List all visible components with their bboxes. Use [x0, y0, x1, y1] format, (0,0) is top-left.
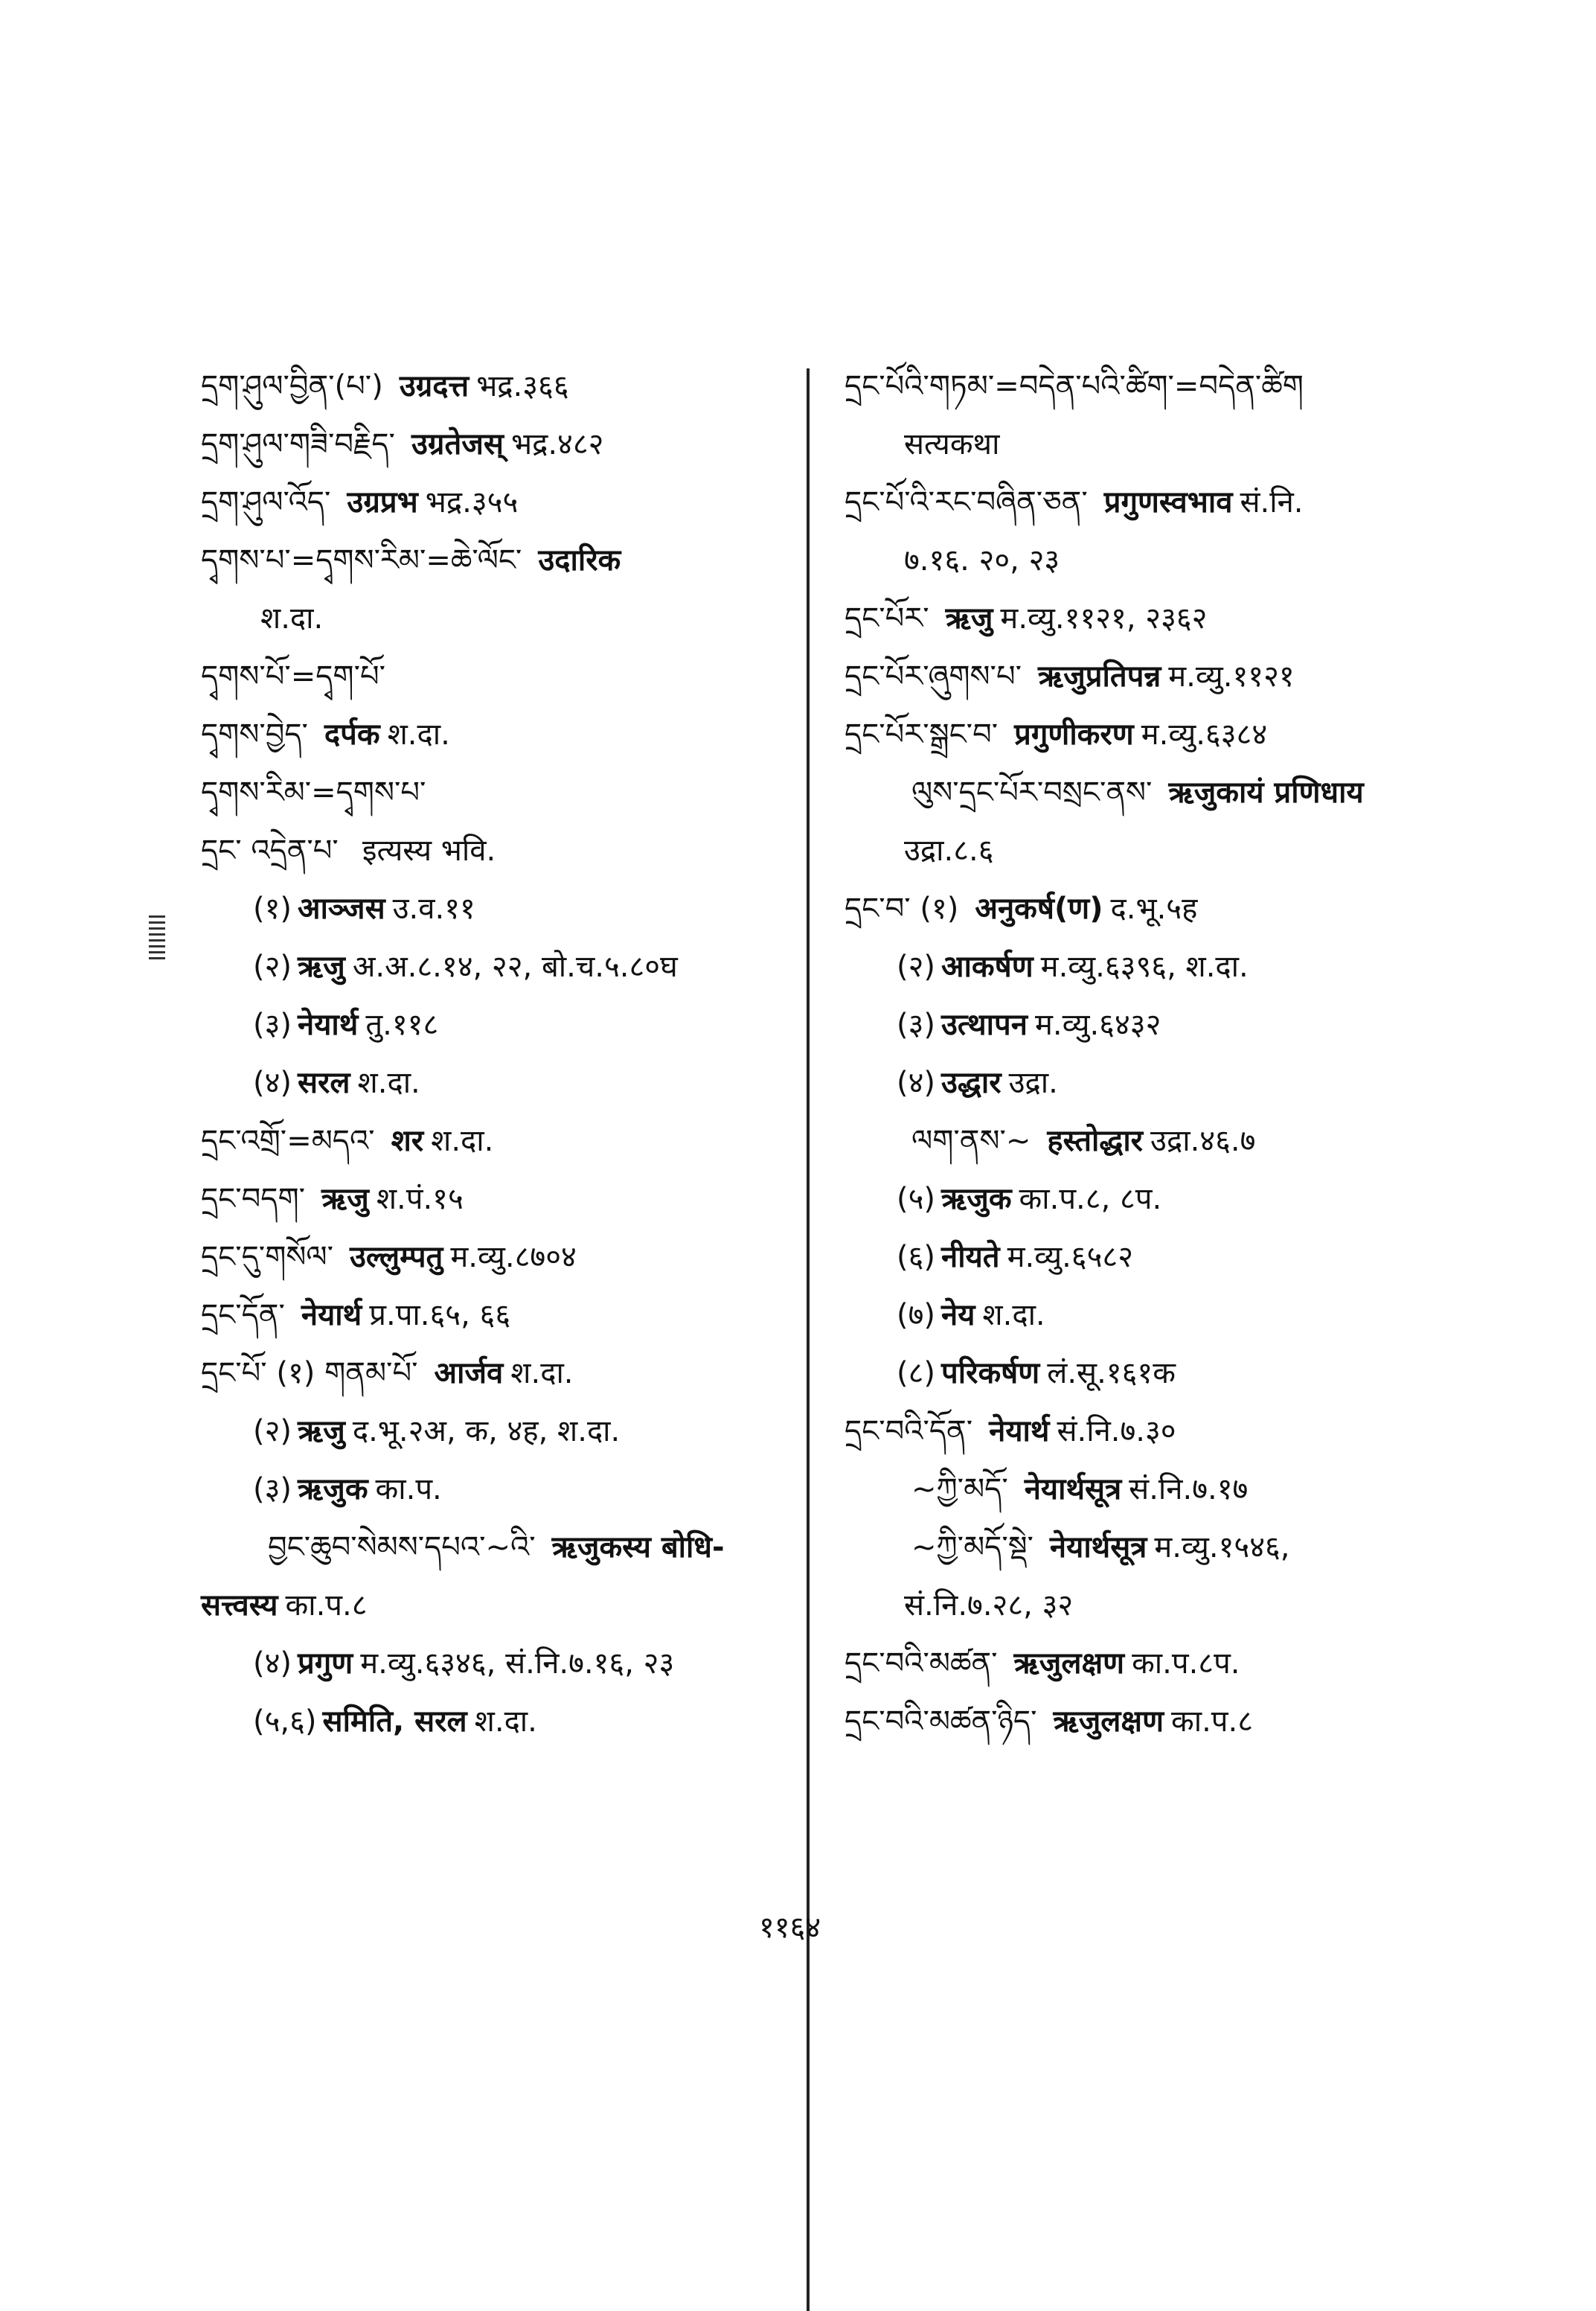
dictionary-entry [845, 1518, 1455, 1576]
entry-continuation: श.दा. [260, 601, 324, 636]
sanskrit-equivalent: ऋजु [321, 1182, 369, 1216]
page-number: ११६४ [759, 1911, 821, 1945]
entry-continuation: उद्रा.८.६ [904, 834, 994, 868]
entry-reference: उद्रा.४६.७ [1150, 1124, 1256, 1158]
dictionary-entry [201, 880, 796, 938]
dictionary-entry [201, 1344, 796, 1402]
margin-mark [149, 915, 165, 960]
dictionary-entry [845, 1460, 1455, 1518]
dictionary-entry [845, 880, 1455, 938]
dictionary-entry [201, 1170, 796, 1228]
tibetan-headword: དྲང་པོར་སྒྲང་བ་ [845, 717, 999, 752]
sense-number: (८) [897, 1356, 936, 1390]
dictionary-entry [201, 1112, 796, 1170]
sanskrit-equivalent: प्रगुणस्वभाव [1103, 485, 1233, 520]
tibetan-headword: དྲང་དོན་ [201, 1298, 285, 1332]
entry-reference: भद्र.३५५ [425, 485, 519, 520]
dictionary-entry [201, 706, 796, 764]
dictionary-entry [201, 1054, 796, 1112]
sanskrit-equivalent: नेयार्थसूत्र [1024, 1472, 1122, 1506]
dictionary-entry [845, 1344, 1455, 1402]
entry-reference: श.पं.१५ [376, 1182, 464, 1216]
dictionary-entry [845, 1634, 1455, 1693]
dictionary-entry [845, 1576, 1455, 1634]
sanskrit-equivalent: समिति, सरल [322, 1704, 467, 1739]
entry-reference: द.भू.२अ, क, ४ह, श.दा. [352, 1414, 621, 1448]
entry-reference: श.दा. [474, 1704, 537, 1739]
sanskrit-equivalent: ऋजुक [298, 1472, 368, 1506]
sense-number: (३) [253, 1472, 292, 1506]
dictionary-entry [201, 531, 796, 589]
tibetan-headword: དྲག་ཤུལ་འོད་ [201, 485, 331, 520]
entry-continuation: सत्त्वस्य [201, 1588, 278, 1623]
tibetan-phrase: ~ཀྱི་མདོ་ [911, 1472, 1008, 1506]
right-column [845, 357, 1455, 1751]
tibetan-headword: དྲང་བའི་དོན་ [845, 1414, 973, 1448]
entry-reference: द.भू.५ह [1110, 892, 1198, 926]
tibetan-headword: དྲང་འགྲོ་=མདའ་ [201, 1124, 375, 1158]
entry-reference: का.प.८प. [1132, 1646, 1240, 1681]
dictionary-entry [201, 1518, 796, 1576]
sanskrit-equivalent: ऋजुक [941, 1182, 1012, 1216]
sanskrit-equivalent: ऋजु [298, 950, 345, 984]
tibetan-headword: དྲང་པོའི་གཏམ་=བདེན་པའི་ཚིག་=བདེན་ཚིག [845, 369, 1304, 403]
sense-number: (५,६) [253, 1704, 317, 1739]
entry-reference: अ.अ.८.१४, २२, बो.च.५.८०घ [352, 950, 678, 984]
dictionary-entry [201, 1402, 796, 1460]
sanskrit-equivalent: ऋजुलक्षण [1053, 1704, 1164, 1739]
sanskrit-equivalent: आर्जव [434, 1356, 504, 1390]
dictionary-entry [201, 764, 796, 822]
dictionary-entry [845, 531, 1455, 589]
tibetan-headword: དྲང་ འདྲེན་པ་ [201, 834, 339, 868]
sanskrit-equivalent: ऋजुलक्षण [1013, 1646, 1125, 1681]
tibetan-headword: དྭགས་པོ་=དྭག་པོ་ [201, 659, 386, 694]
entry-reference: लं.सू.१६१क [1047, 1356, 1176, 1390]
entry-reference: तु.११८ [365, 1008, 439, 1042]
sanskrit-equivalent: उग्रप्रभ [347, 485, 418, 520]
sanskrit-equivalent: दर्पक [324, 717, 380, 752]
sanskrit-equivalent: सरल [298, 1066, 350, 1100]
sanskrit-equivalent: नेय [941, 1298, 975, 1332]
entry-reference: म.व्यु.६५८२ [1007, 1240, 1134, 1274]
entry-reference: श.दा. [510, 1356, 574, 1390]
tibetan-headword: དྭགས་རིམ་=དྭགས་པ་ [201, 776, 426, 810]
dictionary-entry [201, 1228, 796, 1286]
sense-number: (२) [253, 950, 292, 984]
tibetan-headword: དྲང་པོ་ (१) གནམ་པོ་ [201, 1356, 418, 1390]
tibetan-headword: དྲང་པོ་འི་རང་བཞིན་ཅན་ [845, 485, 1088, 520]
entry-reference: का.प. [375, 1472, 442, 1506]
entry-reference: श.दा. [357, 1066, 420, 1100]
entry-reference: म.व्यु.६४३२ [1034, 1008, 1161, 1042]
dictionary-entry [201, 1460, 796, 1518]
sanskrit-equivalent: उल्लुम्पतु [350, 1240, 443, 1274]
dictionary-entry [201, 648, 796, 706]
entry-reference: भद्र.४८२ [510, 427, 604, 461]
sanskrit-equivalent: प्रगुण [298, 1646, 353, 1681]
dictionary-entry [845, 764, 1455, 822]
dictionary-entry [201, 415, 796, 473]
entry-reference: उ.व.११ [392, 892, 475, 926]
sanskrit-equivalent: नेयार्थ [298, 1008, 359, 1042]
entry-reference: म.व्यु.८७०४ [450, 1240, 577, 1274]
entry-reference: म.व्यु.६३८४ [1141, 717, 1268, 752]
entry-continuation: सत्यकथा [904, 427, 1000, 461]
entry-reference: का.प.८, ८प. [1019, 1182, 1162, 1216]
dictionary-entry [845, 1054, 1455, 1112]
sanskrit-equivalent: शर [391, 1124, 424, 1158]
entry-continuation: सं.नि.७.२८, ३२ [904, 1588, 1074, 1623]
sanskrit-equivalent: उद्धार [941, 1066, 1001, 1100]
dictionary-entry [201, 1693, 796, 1751]
sense-number: (७) [897, 1298, 936, 1332]
tibetan-headword: དྲང་པོར་ཞུགས་པ་ [845, 659, 1022, 694]
tibetan-phrase: ལུས་དྲང་པོར་བསྲང་ནས་ [911, 776, 1153, 810]
dictionary-entry [201, 589, 796, 648]
sanskrit-equivalent: नेयार्थ [989, 1414, 1050, 1448]
entry-reference: भद्र.३६६ [476, 369, 569, 403]
entry-reference: श.दा. [431, 1124, 494, 1158]
tibetan-headword: དྲང་བདག་ [201, 1182, 305, 1216]
entry-continuation: ७.१६. २०, २३ [904, 543, 1060, 578]
dictionary-entry [845, 473, 1455, 531]
tibetan-headword: དྭགས་པ་=དྭགས་རིམ་=ཆེ་ལོང་ [201, 543, 522, 578]
sense-number: (४) [253, 1066, 292, 1100]
dictionary-entry [845, 415, 1455, 473]
entry-reference: म.व्यु.११२१, २३६२ [1000, 601, 1208, 636]
sanskrit-equivalent: उग्रदत्त [399, 369, 469, 403]
entry-reference: सं.नि. [1240, 485, 1304, 520]
tibetan-headword: དྲག་ཤུལ་བྱིན་(པ་) [201, 369, 383, 403]
entry-reference: सं.नि.७.१७ [1129, 1472, 1249, 1506]
sense-number: (३) [897, 1008, 936, 1042]
entry-reference: म.व्यु.६३४६, सं.नि.७.१६, २३ [360, 1646, 675, 1681]
dictionary-entry [845, 996, 1455, 1054]
dictionary-entry [845, 1286, 1455, 1344]
sanskrit-equivalent: उदारिक [538, 543, 621, 578]
sanskrit-equivalent: अनुकर्ष(ण) [975, 892, 1103, 926]
tibetan-headword: དྲང་བ་ (१) [845, 892, 959, 926]
entry-reference: का.प.८ [1171, 1704, 1254, 1739]
sense-number: (६) [897, 1240, 936, 1274]
left-column [201, 357, 796, 1751]
sanskrit-equivalent: नीयते [941, 1240, 1000, 1274]
sanskrit-equivalent: ऋजु [945, 601, 993, 636]
sanskrit-equivalent: आञ्जस [298, 892, 385, 926]
entry-reference: श.दा. [387, 717, 450, 752]
dictionary-entry [201, 1576, 796, 1634]
entry-reference: प्र.पा.६५, ६६ [369, 1298, 511, 1332]
dictionary-entry [845, 1402, 1455, 1460]
sense-number: (१) [253, 892, 292, 926]
dictionary-entry [845, 357, 1455, 415]
sanskrit-equivalent: ऋजु [298, 1414, 345, 1448]
sanskrit-equivalent: उग्रतेजस् [411, 427, 504, 461]
dictionary-entry [201, 996, 796, 1054]
dictionary-entry [845, 589, 1455, 648]
entry-reference: म.व्यु.१५४६, [1154, 1530, 1290, 1564]
sanskrit-equivalent: नेयार्थ [301, 1298, 362, 1332]
tibetan-headword: དྲང་པོར་ [845, 601, 929, 636]
entry-reference: सं.नि.७.३० [1057, 1414, 1176, 1448]
sense-number: (४) [253, 1646, 292, 1681]
tibetan-headword: དྲང་བའི་མཚན་ [845, 1646, 998, 1681]
dictionary-entry [845, 1170, 1455, 1228]
tibetan-headword: དྲང་བའི་མཚན་ཉིད་ [845, 1704, 1037, 1739]
sense-number: (४) [897, 1066, 936, 1100]
dictionary-entry [201, 1286, 796, 1344]
sanskrit-equivalent: नेयार्थसूत्र [1049, 1530, 1147, 1564]
dictionary-entry [845, 822, 1455, 880]
sense-number: (२) [897, 950, 936, 984]
sanskrit-equivalent: आकर्षण [941, 950, 1033, 984]
dictionary-entry [201, 357, 796, 415]
dictionary-entry [845, 706, 1455, 764]
sanskrit-equivalent: हस्तोद्धार [1047, 1124, 1144, 1158]
sense-number: (३) [253, 1008, 292, 1042]
entry-reference: इत्यस्य भवि. [362, 834, 496, 868]
tibetan-headword: དྲང་དུ་གསོལ་ [201, 1240, 333, 1274]
sanskrit-equivalent: परिकर्षण [941, 1356, 1040, 1390]
dictionary-entry [201, 473, 796, 531]
tibetan-headword: དྲག་ཤུལ་གཟི་བརྗིད་ [201, 427, 395, 461]
dictionary-entry [201, 822, 796, 880]
tibetan-phrase: ~ཀྱི་མདོ་སྡེ་ [911, 1530, 1033, 1564]
entry-reference: उद्रा. [1008, 1066, 1058, 1100]
dictionary-entry [845, 1693, 1455, 1751]
dictionary-entry [845, 938, 1455, 996]
sanskrit-equivalent: ऋजुकायं प्रणिधाय [1168, 776, 1364, 810]
dictionary-entry [845, 1228, 1455, 1286]
dictionary-entry [845, 648, 1455, 706]
dictionary-entry [201, 1634, 796, 1693]
dictionary-entry [845, 1112, 1455, 1170]
sanskrit-equivalent: प्रगुणीकरण [1014, 717, 1134, 752]
entry-reference: म.व्यु.६३९६, श.दा. [1040, 950, 1249, 984]
dictionary-entry [201, 938, 796, 996]
sanskrit-equivalent: ऋजुप्रतिपन्न [1038, 659, 1161, 694]
sense-number: (२) [253, 1414, 292, 1448]
tibetan-phrase: ལག་ནས་~ [911, 1124, 1031, 1158]
sanskrit-equivalent: ऋजुकस्य बोधि- [551, 1530, 725, 1564]
tibetan-headword: དྭགས་བྱེད་ [201, 717, 308, 752]
entry-reference: म.व्यु.११२१ [1168, 659, 1295, 694]
entry-reference: का.प.८ [285, 1588, 368, 1623]
entry-reference: श.दा. [982, 1298, 1045, 1332]
sanskrit-equivalent: उत्थापन [941, 1008, 1028, 1042]
column-divider [807, 368, 810, 2311]
sense-number: (५) [897, 1182, 936, 1216]
tibetan-phrase: བྱང་ཆུབ་སེམས་དཔའ་~འི་ [268, 1530, 536, 1564]
